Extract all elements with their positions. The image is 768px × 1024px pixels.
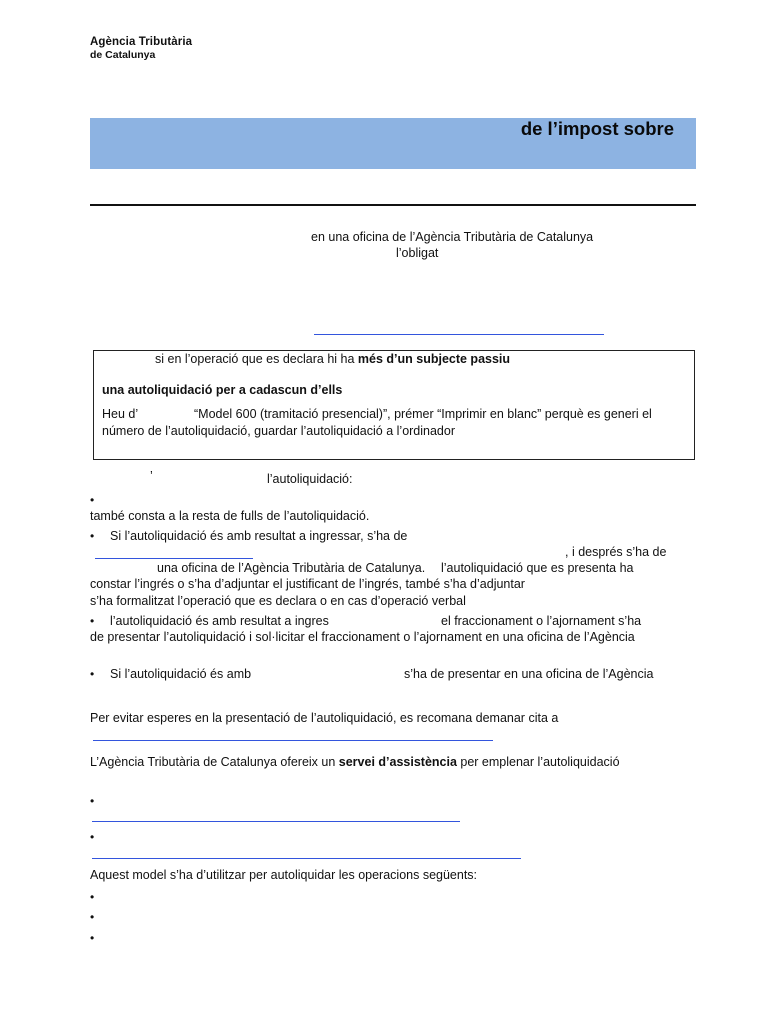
operations-intro: Aquest model s’ha d’utilitzar per autoliquidar les operacions següents: — [90, 868, 478, 882]
appointment-text: Per evitar esperes en la presentació de l’autoliquidació, es recomana demanar cita a — [90, 711, 559, 725]
bullet-4-text-a: Si l’autoliquidació és amb — [110, 667, 252, 681]
bullet-2-line-1: Si l’autoliquidació és amb resultat a ingressar, s’ha de — [110, 529, 408, 543]
intro-line-1: en una oficina de l’Agència Tributària de Catalunya — [311, 230, 594, 244]
bullet-2: • — [90, 529, 95, 543]
bullet-2-line-5: s’ha formalitzat l’operació que es declara o en cas d’operació verbal — [90, 594, 466, 608]
bullet-3-line-2: de presentar l’autoliquidació i sol·licitar el fraccionament o l’ajornament en una oficina de l’Agència — [90, 630, 635, 644]
assistance-bullet-1: • — [90, 794, 95, 808]
notice-line-1 — [155, 352, 510, 366]
intro-line-2: l’obligat — [396, 246, 439, 260]
assistance-bullet-2: • — [90, 830, 95, 844]
title-banner — [90, 118, 696, 169]
operations-bullet-2: • — [90, 910, 95, 924]
bullet-3-line-1a: l’autoliquidació és amb resultat a ingres — [110, 614, 329, 628]
bullet-4-text-b: s’ha de presentar en una oficina de l’Agència — [404, 667, 654, 681]
notice-line-4: número de l’autoliquidació, guardar l’autoliquidació a l’ordinador — [102, 424, 456, 438]
assistance-link-2[interactable] — [92, 858, 521, 859]
bullet-2-line-3a: una oficina de l’Agència Tributària de Catalunya. — [157, 561, 426, 575]
agency-logo-line2: de Catalunya — [90, 49, 156, 61]
assistance-text — [90, 755, 620, 769]
horizontal-rule — [90, 204, 696, 206]
banner-title: de l’impost sobre — [520, 118, 674, 139]
operations-bullet-1: • — [90, 890, 95, 904]
bullet-2-line-4: constar l’ingrés o s’ha d’adjuntar el justificant de l’ingrés, també s’ha d’adjuntar — [90, 577, 525, 591]
bullet-1-continuation: també consta a la resta de fulls de l’autoliquidació. — [90, 509, 370, 523]
presentation-heading: l’autoliquidació: — [267, 472, 353, 486]
hyperlink-underline-1[interactable] — [314, 334, 604, 335]
assistance-text-post: per emplenar l’autoliquidació — [456, 755, 620, 769]
assistance-text-bold: servei d’assistència — [338, 755, 457, 769]
appointment-link[interactable] — [93, 740, 493, 741]
bullet-4: • — [90, 667, 95, 681]
notice-line-2: una autoliquidació per a cadascun d’ells — [102, 383, 343, 397]
bullet-1: • — [90, 493, 95, 507]
bullet-3: • — [90, 614, 95, 628]
notice-line-3b: “Model 600 (tramitació presencial)”, prémer “Imprimir en blanc” perquè es generi el — [194, 407, 652, 421]
assistance-link-1[interactable] — [92, 821, 460, 822]
notice-line-1-text: si en l’operació que es declara hi ha — [155, 352, 358, 366]
notice-line-3a: Heu d’ — [102, 407, 139, 421]
bullet-2-line-2: , i després s’ha de — [565, 545, 667, 559]
assistance-text-pre: L’Agència Tributària de Catalunya ofereix un — [90, 755, 339, 769]
notice-box — [93, 350, 695, 460]
hyperlink-underline-2[interactable] — [95, 558, 253, 559]
operations-bullet-3: • — [90, 931, 95, 945]
agency-logo-line1: Agència Tributària — [90, 36, 193, 48]
bullet-3-line-1b: el fraccionament o l’ajornament s’ha — [441, 614, 642, 628]
notice-line-1-bold: més d’un subjecte passiu — [357, 352, 511, 366]
bullet-2-line-3b: l’autoliquidació que es presenta ha — [441, 561, 634, 575]
apostrophe-mark: ’ — [150, 469, 153, 483]
